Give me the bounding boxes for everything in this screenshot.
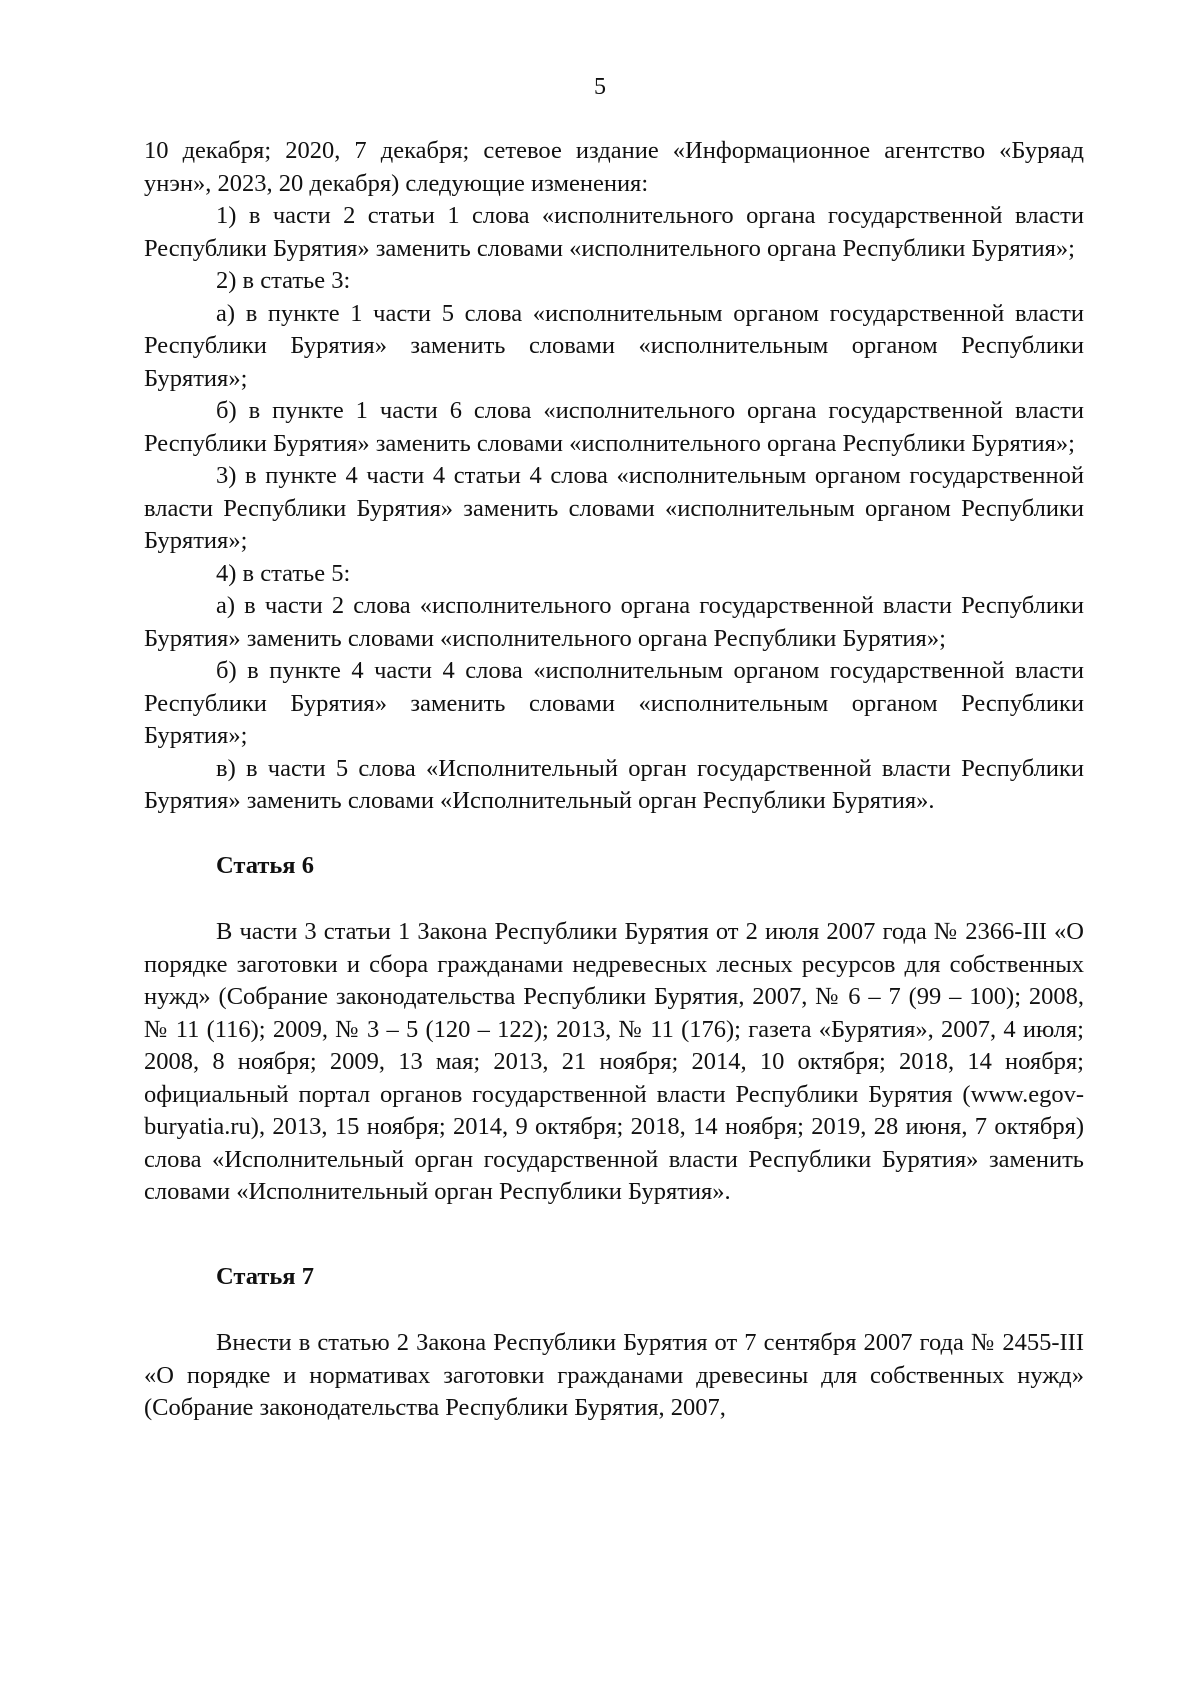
paragraph-item-2: 2) в статье 3: [216, 267, 351, 294]
spacer [144, 1293, 1084, 1327]
spacer [144, 818, 1084, 850]
spacer [144, 1209, 1084, 1261]
article-7-text: Внести в статью 2 Закона Республики Бурятия от 7 сентября 2007 года № 2455-III «О порядке и нормативах заготовки гражданами древесины для собственных нужд» (Собрание законодательства Республики Бурятия, 2007, [144, 1329, 1084, 1421]
spacer [144, 882, 1084, 916]
paragraph-item-4v: в) в части 5 слова «Исполнительный орган государственной власти Республики Бурятия» заменить словами «Исполнительный орган Республики Бурятия». [144, 754, 1084, 814]
paragraph-item-4b: б) в пункте 4 части 4 слова «исполнительным органом государственной власти Республики Бурятия» заменить словами «исполнительным органом Республики Бурятия»; [144, 657, 1084, 749]
paragraph-item-4a: а) в части 2 слова «исполнительного органа государственной власти Республики Бурятия» заменить словами «исполнительного органа Республики Бурятия»; [144, 592, 1084, 652]
paragraph-item-1: 1) в части 2 статьи 1 слова «исполнительного органа государственной власти Республики Бурятия» заменить словами «исполнительного органа Республики Бурятия»; [144, 202, 1084, 262]
paragraph-intro-continuation: 10 декабря; 2020, 7 декабря; сетевое издание «Информационное агентство «Буряад унэн», 2023, 20 декабря) следующие изменения: [144, 137, 1084, 197]
document-body [144, 135, 1084, 1425]
page-number: 5 [594, 74, 606, 100]
article-7-heading: Статья 7 [216, 1262, 314, 1290]
article-6-heading: Статья 6 [216, 851, 314, 879]
paragraph-item-2b: б) в пункте 1 части 6 слова «исполнительного органа государственной власти Республики Бурятия» заменить словами «исполнительного органа Республики Бурятия»; [144, 397, 1084, 457]
paragraph-item-2a: а) в пункте 1 части 5 слова «исполнительным органом государственной власти Республики Бурятия» заменить словами «исполнительным органом Республики Бурятия»; [144, 299, 1084, 392]
article-6-text: В части 3 статьи 1 Закона Республики Бурятия от 2 июля 2007 года № 2366-III «О порядке заготовки и сбора гражданами недревесных лесных ресурсов для собственных нужд» (Собрание законодательства Республики Бурятия, 2007, № 6 – 7 (99 – 100); 2008, № 11 (116); 2009, № 3 – 5 (120 – 122); 2013, № 11 (176); газета «Бурятия», 2007, 4 июля; 2008, 8 ноября; 2009, 13 мая; 2013, 21 ноября; 2014, 10 октября; 2018, 14 ноября; официальный портал органов государственной власти Республики Бурятия (www.egov-buryatia.ru), 2013, 15 ноября; 2014, 9 октября; 2018, 14 ноября; 2019, 28 июня, 7 октября) слова «Исполнительный орган государственной власти Республики Бурятия» заменить словами «Исполнительный орган Республики Бурятия». [144, 918, 1084, 1205]
paragraph-item-3: 3) в пункте 4 части 4 статьи 4 слова «исполнительным органом государственной власти Республики Бурятия» заменить словами «исполнительным органом Республики Бурятия»; [144, 462, 1084, 554]
paragraph-item-4: 4) в статье 5: [216, 559, 351, 587]
